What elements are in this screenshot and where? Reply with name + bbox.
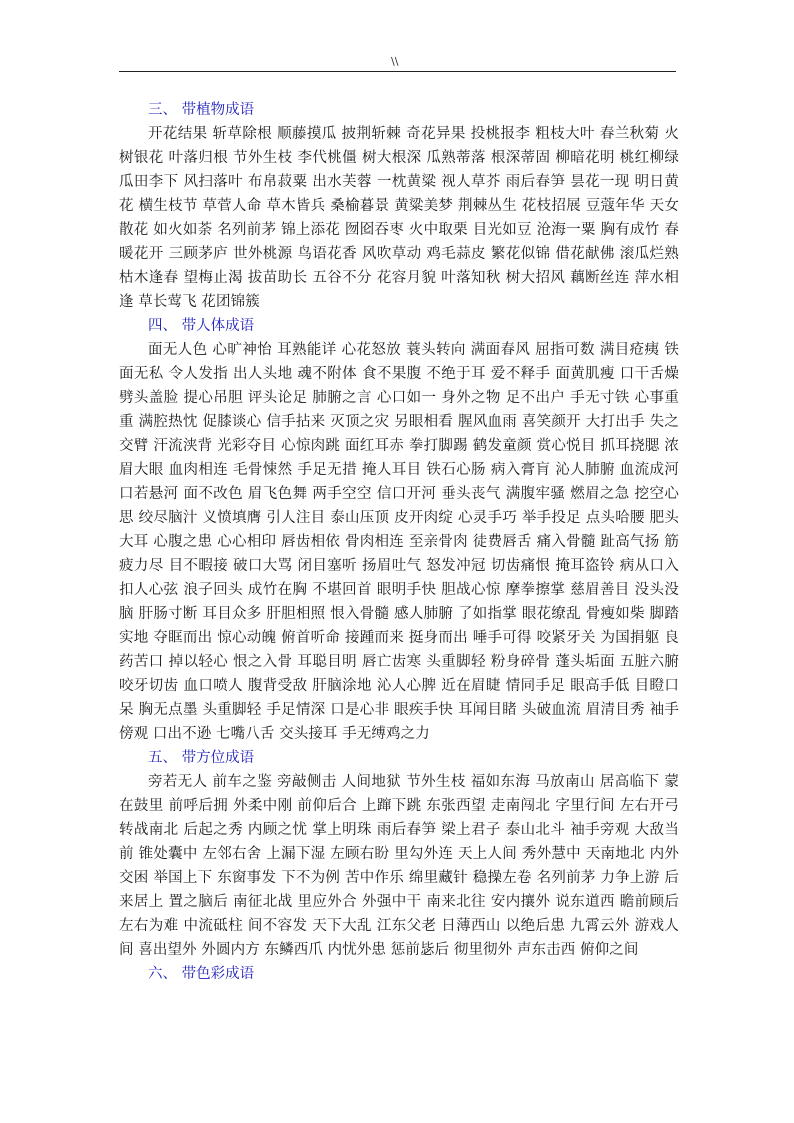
section-title-color: 六、 带色彩成语 [148, 966, 255, 982]
section-body-body: 面无人色 心旷神怡 耳熟能详 心花怒放 蓑头转向 满面春风 屈指可数 满目疮痍 铁面无私 令人发指 出人头地 魂不附体 食不果腹 不绝于耳 爱不释手 面黄肌瘦 口干舌燥 劈头盖脸 提心吊胆 评头论足 肺腑之言 心口如一 身外之物 足不出户 手无寸铁 心事重重 满腔热忱 促膝谈心 信手拈来 灭顶之灾 另眼相看 腥风血雨 喜笑颜开 大打出手 失之交臂 汗流浃背 光彩夺目 心惊肉跳 面红耳赤 拳打脚踢 鹤发童颜 赏心悦目 抓耳挠腮 浓眉大眼 血肉相连 毛骨悚然 手足无措 掩人耳目 铁石心肠 病入膏肓 沁人肺腑 血流成河 口若悬河 面不改色 眉飞色舞 两手空空 信口开河 垂头丧气 满腹牢骚 燃眉之急 挖空心思 绞尽脑汁 义愤填膺 引人注目 泰山压顶 皮开肉绽 心灵手巧 举手投足 点头哈腰 肥头大耳 心腹之患 心心相印 唇齿相依 骨肉相连 至亲骨肉 徒费唇舌 痛入骨髓 趾高气扬 筋疲力尽 目不暇接 破口大骂 闭目塞听 扬眉吐气 怒发冲冠 切齿痛恨 掩耳盗铃 病从口入 扣人心弦 浪子回头 成竹在胸 不堪回首 眼明手快 胆战心惊 摩拳擦掌 慈眉善目 没头没脑 肝肠寸断 耳目众多 肝胆相照 恨入骨髓 感人肺腑 了如指掌 眼花缭乱 骨瘦如柴 脚踏实地 夺眶而出 惊心动魄 俯首听命 接踵而来 挺身而出 唾手可得 咬紧牙关 为国捐躯 良药苦口 掉以轻心 恨之入骨 耳聪目明 唇亡齿寒 头重脚轻 粉身碎骨 蓬头垢面 五脏六腑 咬牙切齿 血口喷人 腹背受敌 肝脑涂地 沁人心脾 近在眉睫 情同手足 眼高手低 目瞪口呆 胸无点墨 头重脚轻 手足情深 口是心非 眼疾手快 耳闻目睹 头破血流 眉清目秀 袖手傍观 口出不逊 七嘴八舌 交头接耳 手无缚鸡之力 [119, 342, 679, 742]
header-divider [119, 71, 676, 72]
header-mark: \\ [391, 55, 399, 68]
section-title-body: 四、 带人体成语 [148, 318, 255, 334]
section-body-plants: 开花结果 斩草除根 顺藤摸瓜 披荆斩棘 奇花异果 投桃报李 粗枝大叶 春兰秋菊 火树银花 叶落归根 节外生枝 李代桃僵 树大根深 瓜熟蒂落 根深蒂固 柳暗花明 桃红柳绿 瓜田李下 风扫落叶 布帛菽粟 出水芙蓉 一枕黄粱 视人草芥 雨后春笋 昙花一现 明日黄花 横生枝节 草菅人命 草木皆兵 桑榆暮景 黄粱美梦 荆棘丛生 花枝招展 豆蔻年华 天女散花 如火如荼 名列前茅 锦上添花 囫囵吞枣 火中取栗 目光如豆 沧海一粟 胸有成竹 春暖花开 三顾茅庐 世外桃源 鸟语花香 风吹草动 鸡毛蒜皮 繁花似锦 借花献佛 滚瓜烂熟 枯木逢春 望梅止渴 拔苗助长 五谷不分 花容月貌 叶落知秋 树大招风 藕断丝连 萍水相逢 草长莺飞 花团锦簇 [119, 126, 679, 310]
section-title-direction: 五、 带方位成语 [148, 750, 255, 766]
document-body [119, 98, 679, 986]
section-body-direction: 旁若无人 前车之鉴 旁敲侧击 人间地狱 节外生枝 福如东海 马放南山 居高临下 蒙在鼓里 前呼后拥 外柔中刚 前仰后合 上蹿下跳 东张西望 走南闯北 字里行间 左右开弓 转战南北 后起之秀 内顾之忧 掌上明珠 雨后春笋 梁上君子 泰山北斗 袖手旁观 大敌当前 锥处囊中 左邻右舍 上漏下湿 左顾右盼 里勾外连 天上人间 秀外慧中 天南地北 内外交困 举国上下 东窗事发 下不为例 苦中作乐 绵里藏针 稳操左卷 名列前茅 力争上游 后来居上 置之脑后 南征北战 里应外合 外强中干 南来北往 安内攘外 说东道西 瞻前顾后 左右为难 中流砥柱 间不容发 天下大乱 江东父老 日薄西山 以绝后患 九霄云外 游戏人间 喜出望外 外圆内方 东鳞西爪 内忧外患 惩前毖后 彻里彻外 声东击西 俯仰之间 [119, 774, 679, 958]
section-title-plants: 三、 带植物成语 [148, 102, 255, 118]
